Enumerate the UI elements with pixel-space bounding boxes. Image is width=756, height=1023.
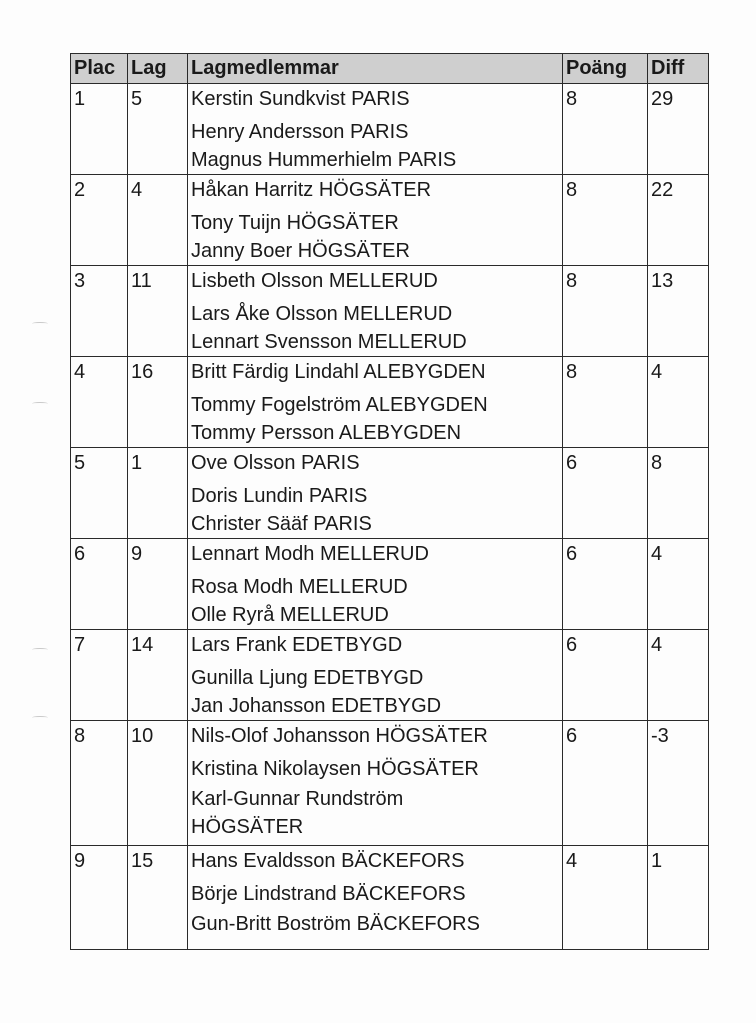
lag-cell: 4	[128, 175, 188, 266]
lag-cell: 16	[128, 357, 188, 448]
team-member: Janny Boer HÖGSÄTER	[191, 240, 410, 262]
members-cell	[188, 84, 563, 175]
team-member: Tony Tuijn HÖGSÄTER	[191, 212, 399, 234]
team-member: Tommy Fogelström ALEBYGDEN	[191, 394, 488, 416]
diff-cell: 1	[648, 846, 709, 950]
points-cell: 6	[563, 448, 648, 539]
punch-hole-mark	[32, 322, 48, 325]
members-cell	[188, 846, 563, 950]
diff-cell: 8	[648, 448, 709, 539]
points-cell: 6	[563, 721, 648, 846]
members-cell	[188, 630, 563, 721]
punch-hole-mark	[32, 716, 48, 719]
team-member: Henry Andersson PARIS	[191, 121, 409, 143]
table-row	[71, 539, 709, 630]
team-member: Lars Åke Olsson MELLERUD	[191, 303, 453, 325]
team-member: HÖGSÄTER	[191, 816, 304, 838]
team-member: Kerstin Sundkvist PARIS	[191, 88, 410, 110]
table-row	[71, 357, 709, 448]
members-cell	[188, 539, 563, 630]
lag-cell: 15	[128, 846, 188, 950]
team-member: Lennart Modh MELLERUD	[191, 543, 429, 565]
diff-cell: 4	[648, 357, 709, 448]
members-cell	[188, 448, 563, 539]
results-table	[70, 53, 709, 950]
table-row	[71, 630, 709, 721]
header-points: Poäng	[563, 54, 648, 84]
lag-cell: 10	[128, 721, 188, 846]
team-member: Lars Frank EDETBYGD	[191, 634, 403, 656]
team-member: Gunilla Ljung EDETBYGD	[191, 667, 424, 689]
diff-cell: -3	[648, 721, 709, 846]
points-cell: 6	[563, 539, 648, 630]
plac-cell: 4	[71, 357, 128, 448]
team-member: Kristina Nikolaysen HÖGSÄTER	[191, 758, 479, 780]
team-member: Håkan Harritz HÖGSÄTER	[191, 179, 432, 201]
header-diff: Diff	[648, 54, 709, 84]
points-cell: 8	[563, 266, 648, 357]
table-row	[71, 84, 709, 175]
team-member: Britt Färdig Lindahl ALEBYGDEN	[191, 361, 486, 383]
table-row	[71, 448, 709, 539]
plac-cell: 9	[71, 846, 128, 950]
header-members: Lagmedlemmar	[188, 54, 563, 84]
points-cell: 4	[563, 846, 648, 950]
members-cell	[188, 266, 563, 357]
members-cell	[188, 357, 563, 448]
header-row	[71, 54, 709, 84]
lag-cell: 5	[128, 84, 188, 175]
members-cell	[188, 175, 563, 266]
punch-hole-mark	[32, 648, 48, 651]
members-cell	[188, 721, 563, 846]
points-cell: 6	[563, 630, 648, 721]
points-cell: 8	[563, 84, 648, 175]
team-member: Tommy Persson ALEBYGDEN	[191, 422, 462, 444]
plac-cell: 2	[71, 175, 128, 266]
team-member: Lisbeth Olsson MELLERUD	[191, 270, 438, 292]
team-member: Ove Olsson PARIS	[191, 452, 360, 474]
punch-hole-mark	[32, 402, 48, 405]
team-member: Börje Lindstrand BÄCKEFORS	[191, 883, 466, 905]
table-row	[71, 175, 709, 266]
header-lag: Lag	[128, 54, 188, 84]
team-member: Karl-Gunnar Rundström	[191, 788, 404, 810]
lag-cell: 9	[128, 539, 188, 630]
team-member: Nils-Olof Johansson HÖGSÄTER	[191, 725, 488, 747]
team-member: Hans Evaldsson BÄCKEFORS	[191, 850, 465, 872]
plac-cell: 1	[71, 84, 128, 175]
plac-cell: 7	[71, 630, 128, 721]
team-member: Lennart Svensson MELLERUD	[191, 331, 467, 353]
diff-cell: 13	[648, 266, 709, 357]
diff-cell: 4	[648, 539, 709, 630]
team-member: Rosa Modh MELLERUD	[191, 576, 408, 598]
lag-cell: 1	[128, 448, 188, 539]
plac-cell: 8	[71, 721, 128, 846]
team-member: Christer Sääf PARIS	[191, 513, 372, 535]
points-cell: 8	[563, 357, 648, 448]
lag-cell: 14	[128, 630, 188, 721]
team-member: Olle Ryrå MELLERUD	[191, 604, 389, 626]
diff-cell: 4	[648, 630, 709, 721]
table-row	[71, 721, 709, 846]
header-plac: Plac	[71, 54, 128, 84]
lag-cell: 11	[128, 266, 188, 357]
diff-cell: 22	[648, 175, 709, 266]
points-cell: 8	[563, 175, 648, 266]
plac-cell: 3	[71, 266, 128, 357]
plac-cell: 6	[71, 539, 128, 630]
table-row	[71, 266, 709, 357]
plac-cell: 5	[71, 448, 128, 539]
diff-cell: 29	[648, 84, 709, 175]
team-member: Gun-Britt Boström BÄCKEFORS	[191, 913, 480, 935]
team-member: Magnus Hummerhielm PARIS	[191, 149, 457, 171]
table-row	[71, 846, 709, 950]
team-member: Jan Johansson EDETBYGD	[191, 695, 442, 717]
team-member: Doris Lundin PARIS	[191, 485, 368, 507]
